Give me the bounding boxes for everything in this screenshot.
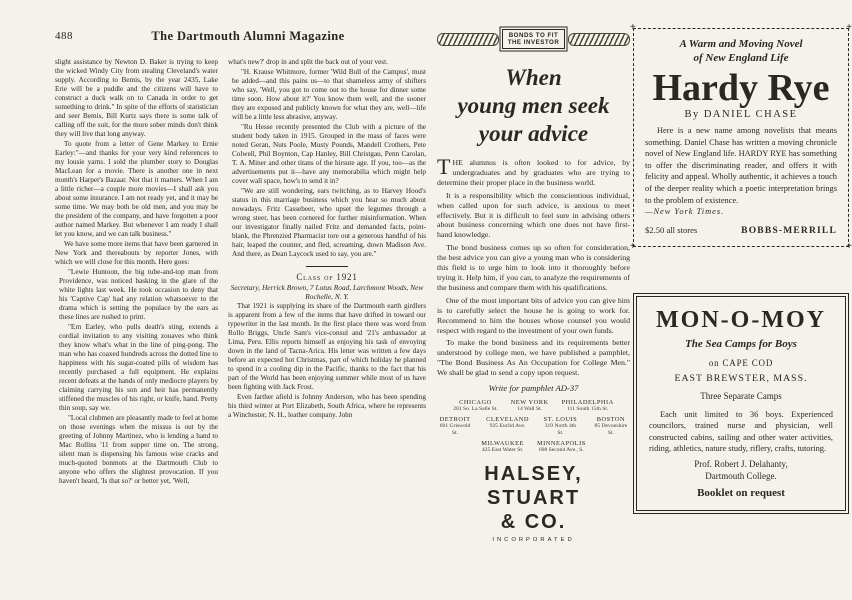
office-address: 14 Wall St.: [517, 406, 543, 413]
paragraph: It is a responsibility which the conscientious individual, when called upon for such advice, is anxious to meet effectively. But it is difficult to feel sure in advising others about business concerning which one does not have first-hand knowledge.: [437, 190, 630, 240]
office-philadelphia: [562, 399, 614, 413]
office-new-york: [511, 399, 549, 413]
masthead-title: The Dartmouth Alumni Magazine: [151, 29, 345, 43]
article-column-1: [55, 58, 218, 487]
office-address: 319 North 4th St.: [544, 423, 577, 437]
camp-location-line2: EAST BREWSTER, MASS.: [674, 372, 808, 384]
office-boston: [592, 416, 630, 437]
class-notes-heading: Class of 1921: [296, 272, 358, 282]
ad-headline-line2: young men seek: [457, 93, 610, 118]
corner-cross-icon: +: [846, 240, 852, 252]
office-minneapolis: [537, 440, 586, 454]
office-city: ST. LOUIS: [543, 416, 578, 424]
book-tagline-line1: A Warm and Moving Novel: [679, 38, 803, 50]
right-ad-column: [630, 22, 852, 514]
publisher-name: BOBBS-MERRILL: [741, 225, 837, 236]
office-city: NEW YORK: [510, 399, 549, 407]
paragraph: One of the most important bits of advice you can give him is to carefully select the house he is going to work for. Recommend to him the houses whose counsel you would respect with regard to the investment of your own funds.: [437, 295, 630, 335]
office-address: 201 So. La Salle St.: [453, 406, 498, 413]
paragraph: That 1921 is supplying its share of the Dartmouth earth girdlers is apparent from a few of the items that have drifted in toward our typewriter in the last month. In the first place there was word from Rollo Briggs, Uncle Sam's vice-consul and '21's ambassador at Lima, Peru. Ellis reports himself as enjoying his task of envoying down in the land of Tacna-Arica. His letter was written a few days before an expected hot Christmas, part of which holiday he planned to spend in a cooling dip in the Pacific, thanks to the fact that his part of the World has been enjoying summer while most of us have been fighting with Jack Frost.: [228, 302, 426, 391]
camp-director-line1: Prof. Robert J. Delahanty,: [694, 459, 788, 470]
corner-cross-icon: +: [630, 22, 636, 33]
camp-units-line: Three Separate Camps: [700, 390, 782, 401]
office-city: MINNEAPOLIS: [536, 440, 586, 448]
office-address: 85 Devonshire St.: [594, 423, 628, 437]
office-row: [437, 399, 630, 413]
class-secretary-line: Secretary, Herrick Brown, 7 Lotus Road, Larchmont Woods, New Rochelle, N. Y.: [230, 283, 424, 301]
paragraph: The bond business comes up so often for consideration, the best advice you can give a young man who is considering this field is to urge him to look into it thoroughly before trying it. Help him, if you can, to analyze the requirements of the business and compare them with his qualifications.: [437, 243, 630, 292]
camp-director-line2: Dartmouth College.: [705, 470, 777, 481]
paragraph: "Local clubmen are pleasantly made to feel at home on those evenings when the missus is out by the greeting of Johnny Martinez, who is lending a hand to Mac Rollins '11 from supper time on. The strong, silent man is dispensing his famous wise cracks and much-quoted bonmots at the Dartmouth Club to anyone who offers the slightest provocation. If you haven't heard, 'Is that so?' or better yet, 'Well,: [59, 414, 218, 485]
bonds-banner: [437, 28, 630, 50]
office-address: 925 Euclid Ave.: [489, 423, 526, 430]
pamphlet-line: Write for pamphlet AD-37: [488, 383, 579, 394]
ribbon-scroll-left-icon: [437, 33, 499, 46]
paragraph: THE alumnus is often looked to for advice, by undergraduates and by graduates who are trying to determine their proper place in the business world.: [437, 154, 630, 187]
paragraph: "H. Krause Whitmore, former 'Wild Bull of the Campus', must be added—and this pains us—to that shameless army of shifters who say, 'Well, you got to come out to the house for dinner some time soon. How about it?' You know them well, and the sooner they are exposed and publicly known for what they are, well—life will be a little less abrasive, anyway.: [232, 68, 426, 121]
ad-body: [437, 154, 630, 378]
paragraph: what's new?' drop in and split the back out of your vest.: [228, 58, 388, 66]
office-address: 425 East Water St.: [481, 447, 524, 454]
office-cleveland: [486, 416, 529, 437]
office-chicago: [453, 399, 497, 413]
office-detroit: [437, 416, 473, 437]
office-city: CHICAGO: [459, 399, 492, 407]
office-list: [437, 399, 630, 454]
office-city: BOSTON: [596, 416, 626, 424]
office-city: PHILADELPHIA: [561, 399, 614, 407]
office-milwaukee: [481, 440, 524, 454]
halsey-stuart-ad: [437, 28, 630, 543]
company-name-line1: HALSEY, STUART: [484, 463, 583, 510]
office-address: 608 Second Ave., S.: [538, 447, 584, 454]
section-divider: [306, 266, 348, 267]
office-address: 601 Griswold St.: [439, 423, 471, 437]
office-row: [437, 440, 630, 454]
office-st-louis: [542, 416, 579, 437]
company-name: [437, 462, 630, 534]
office-address: 111 South 15th St.: [567, 406, 609, 413]
ad-headline: [437, 64, 630, 148]
bonds-banner-line1: BONDS TO FIT: [508, 32, 559, 39]
camp-subtitle: The Sea Camps for Boys: [685, 337, 797, 350]
company-name-line2: & CO.: [500, 511, 567, 534]
monomoy-camp-ad: [633, 293, 849, 515]
ribbon-scroll-right-icon: [568, 33, 630, 46]
camp-director: [649, 459, 833, 482]
ad-headline-line3: your advice: [478, 121, 589, 146]
paragraph: To make the bond business and its requirements better understood by college men, we have published a pamphlet, "The Bond Business As An Occupation for College Men." We shall be glad to send a copy upon request.: [437, 338, 630, 378]
bonds-banner-line2: THE INVESTOR: [507, 39, 560, 46]
paragraph: To quote from a letter of Gene Markey to Ernie Earley:"—and thanks for your very kind references to my lousie yarns. I sold the plumber story to Douglas MacLean for a movie. There is another one in next month's Harper's Bazaar. Not that it matters. When I am a little richer—a couple more movies—I shall ask you about some insurance. I am not ready yet, and it may be some time. We may both be old men, and you may be the president of the company, and have forgotten a poor author named Markey. But whenever I am ready I shall let you know, and we can talk business.": [55, 140, 218, 238]
corner-cross-icon: +: [846, 22, 852, 33]
office-city: CLEVELAND: [486, 416, 529, 424]
article-column-2: [228, 58, 426, 421]
paragraph: "We are still wondering, ears twitching, as to Harvey Hood's status in this marriage business which you hear so much about nowadays. Fritz Cassebeer, who upset the legumes through a wrong steer, has been cornered for further misinformation. When our investigator finally nailed Fritz and demanded facts, point-blank, the Phrenzied Pharmacist tore out a generous handful of his hair, leaped the counter, and fled, screaming, down Madison Ave. And there, as Dean Laycock used to say, you are.": [232, 187, 426, 258]
paragraph: "Ern Earley, who pulls death's sting, extends a cordial invitation to any visiting zouaves who think they know what's what in the line of ping-pong. The man who has coaxed hundreds across the dotted line to happiness with his sugar-coated pills of wisdom has recently purchased a full equipment. He explains recent defeats at the hands of only mediocre players by claiming carrying his son and heir has permanently stiffened the muscles of his right, or knife, hand. Pretty thin soup, say we.: [59, 323, 218, 412]
book-price: $2.50 all stores: [645, 224, 698, 235]
book-tagline-line2: of New England Life: [693, 51, 789, 64]
book-review-text: Here is a new name among novelists that means something. Daniel Chase has written a moving chronicle novel of New England life. HARDY RYE has something to offer the discriminating reader, and offers it with felicity and appeal. Wholly authentic, it achieves a touch of the deeper reality which a poetic interpretation brings to the problem of existence.: [645, 126, 837, 205]
incorporated-label: INCORPORATED: [492, 537, 575, 544]
camp-name: MON-O-MOY: [656, 306, 826, 333]
paragraph: "Ru Hesse recently presented the Club with a picture of the student body taken in 1915. Grouped in the mass of faces were noted Geran, Nuts Poole, Musty Pounds, Mandell Crothers, Pete Colwell, Phil Boynton, Cap Hanley, Bill Christgau, Penn Carolan, T. A. Miner and other titans of the hirsute age. If you, too—as the advertisements put it—have any memorabilia which might help cover wall space, how's to send it in?: [232, 123, 426, 185]
book-author: By DANIEL CHASE: [684, 109, 798, 120]
camp-location-line1: on CAPE COD: [708, 357, 774, 368]
office-row: [437, 416, 630, 437]
paragraph: Even farther afield is Johnny Anderson, who has been spending his third winter at Port Elizabeth, South Africa, where he represents a Winchester, N. H., leather company. John: [228, 393, 426, 419]
hardy-rye-ad: [630, 22, 852, 252]
office-city: DETROIT: [439, 416, 471, 424]
review-attribution: —New York Times.: [645, 207, 725, 217]
book-title: Hardy Rye: [652, 67, 830, 109]
office-city: MILWAUKEE: [481, 440, 524, 448]
corner-cross-icon: +: [630, 240, 636, 252]
ad-headline-line1: When: [505, 65, 562, 90]
paragraph: We have some more items that have been garnered in New York and thereabouts by reporter Jones, with which we will close for this month. Here goes:: [55, 240, 218, 266]
page-number: 488: [55, 30, 73, 42]
book-tagline: [645, 38, 837, 65]
book-ad-footer: [645, 225, 837, 236]
booklet-request-line: Booklet on request: [697, 487, 785, 500]
paragraph: "Lewie Huntoon, the big tube-and-top man from Providence, was noticed basking in the glare of the white lights last week. He took occasion to deny that his 'Captive Cap' had any relation whatsoever to the drama which is setting the populace by the ears as these lines are rushed to print.: [59, 268, 218, 321]
paragraph: slight assistance by Newton D. Baker is trying to keep the wicked Windy City from stealing Cleveland's water supply. According to Bemis, by the year 2435, Lake Erie will be a puddle and the citizens will have to construct a duck walk on to Canada in order to get something to drink." In spite of the efforts of statistician and seer Bemis, Bill Kurtz says there is some talk of calling off the suit, for the more sober minds don't think they will live that long anyway.: [55, 58, 218, 138]
camp-description: Each unit limited to 36 boys. Experienced councilors, trained nurse and physician, well constructed cabins, sailing and other water activities, riding, athletics, nature study, riflery, crafts, tutoring.: [649, 409, 833, 453]
bonds-banner-box: [502, 29, 566, 49]
